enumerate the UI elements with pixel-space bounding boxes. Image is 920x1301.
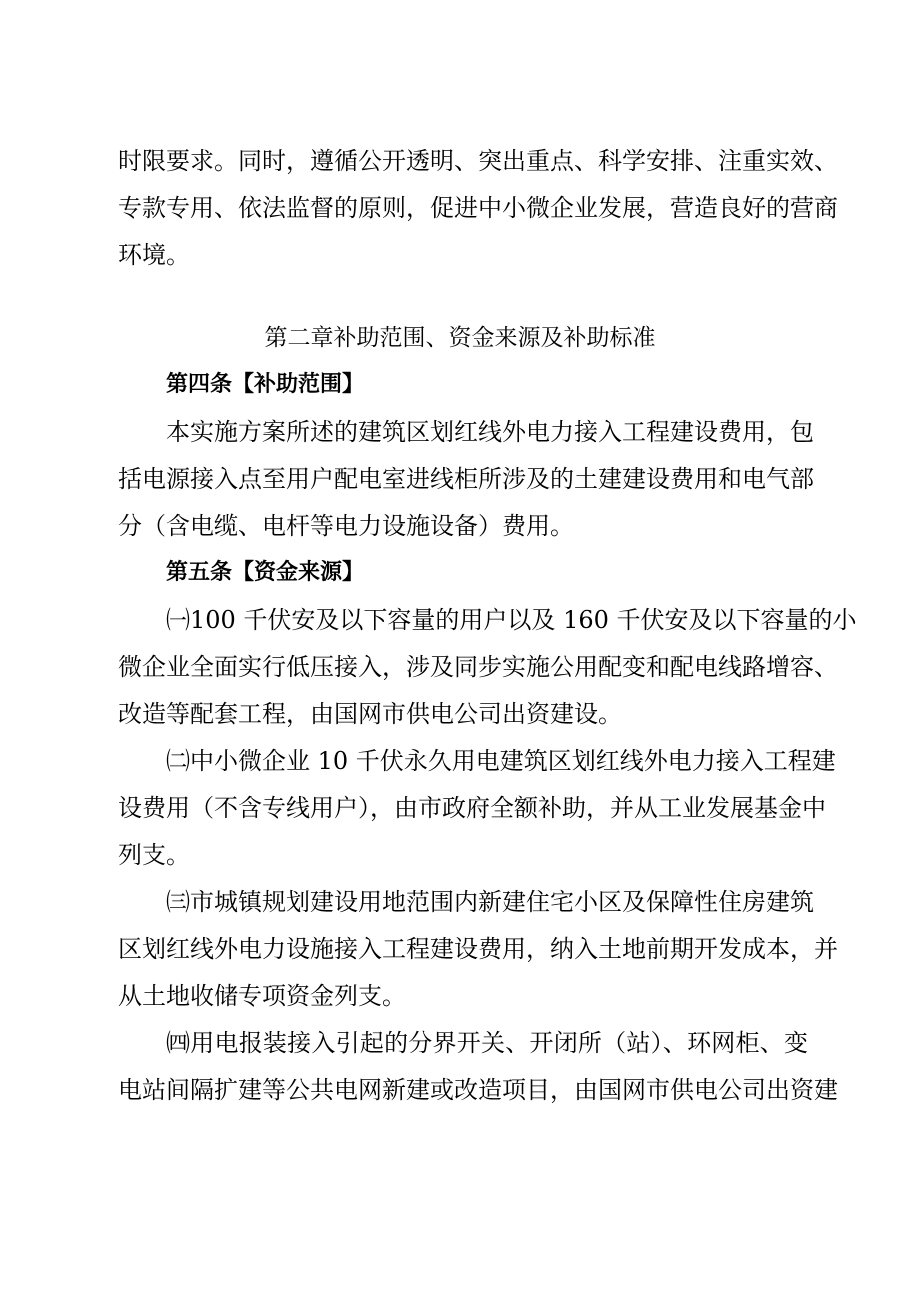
article-5-heading: 第五条【资金来源】 bbox=[166, 560, 365, 585]
article-4-heading: 第四条【补助范围】 bbox=[166, 372, 365, 397]
article-5-item-4-line-1: ㈣用电报装接入引起的分界开关、开闭所（站）、环网柜、变 bbox=[166, 1029, 808, 1057]
article-4-line-3: 分（含电缆、电杆等电力设施设备）费用。 bbox=[118, 512, 574, 540]
article-5-item-1-line-3: 改造等配套工程，由国网市供电公司出资建设。 bbox=[118, 700, 622, 728]
intro-line-1: 时限要求。同时，遵循公开透明、突出重点、科学安排、注重实效、 bbox=[118, 147, 838, 175]
article-5-item-3-line-1: ㈢市城镇规划建设用地范围内新建住宅小区及保障性住房建筑 bbox=[166, 888, 814, 916]
article-5-item-4-line-2: 电站间隔扩建等公共电网新建或改造项目，由国网市供电公司出资建 bbox=[118, 1076, 838, 1104]
article-4-line-1: 本实施方案所述的建筑区划红线外电力接入工程建设费用，包 bbox=[166, 418, 814, 446]
article-5-item-3-line-2: 区划红线外电力设施接入工程建设费用，纳入土地前期开发成本，并 bbox=[118, 935, 838, 963]
intro-line-2: 专款专用、依法监督的原则，促进中小微企业发展，营造良好的营商 bbox=[118, 194, 838, 222]
article-5-item-2-line-3: 列支。 bbox=[118, 841, 190, 869]
intro-line-3: 环境。 bbox=[118, 241, 190, 269]
article-4-line-2: 括电源接入点至用户配电室进线柜所涉及的土建建设费用和电气部 bbox=[118, 465, 814, 493]
article-5-item-2-line-1: ㈡中小微企业 10 千伏永久用电建筑区划红线外电力接入工程建 bbox=[166, 747, 836, 775]
article-5-item-1-line-1: ㈠100 千伏安及以下容量的用户以及 160 千伏安及以下容量的小 bbox=[166, 606, 857, 634]
chapter-title: 第二章补助范围、资金来源及补助标准 bbox=[264, 325, 656, 351]
article-5-item-3-line-3: 从土地收储专项资金列支。 bbox=[118, 982, 406, 1010]
article-5-item-2-line-2: 设费用（不含专线用户），由市政府全额补助，并从工业发展基金中 bbox=[118, 794, 826, 822]
article-5-item-1-line-2: 微企业全面实行低压接入，涉及同步实施公用配变和配电线路增容、 bbox=[118, 653, 838, 681]
